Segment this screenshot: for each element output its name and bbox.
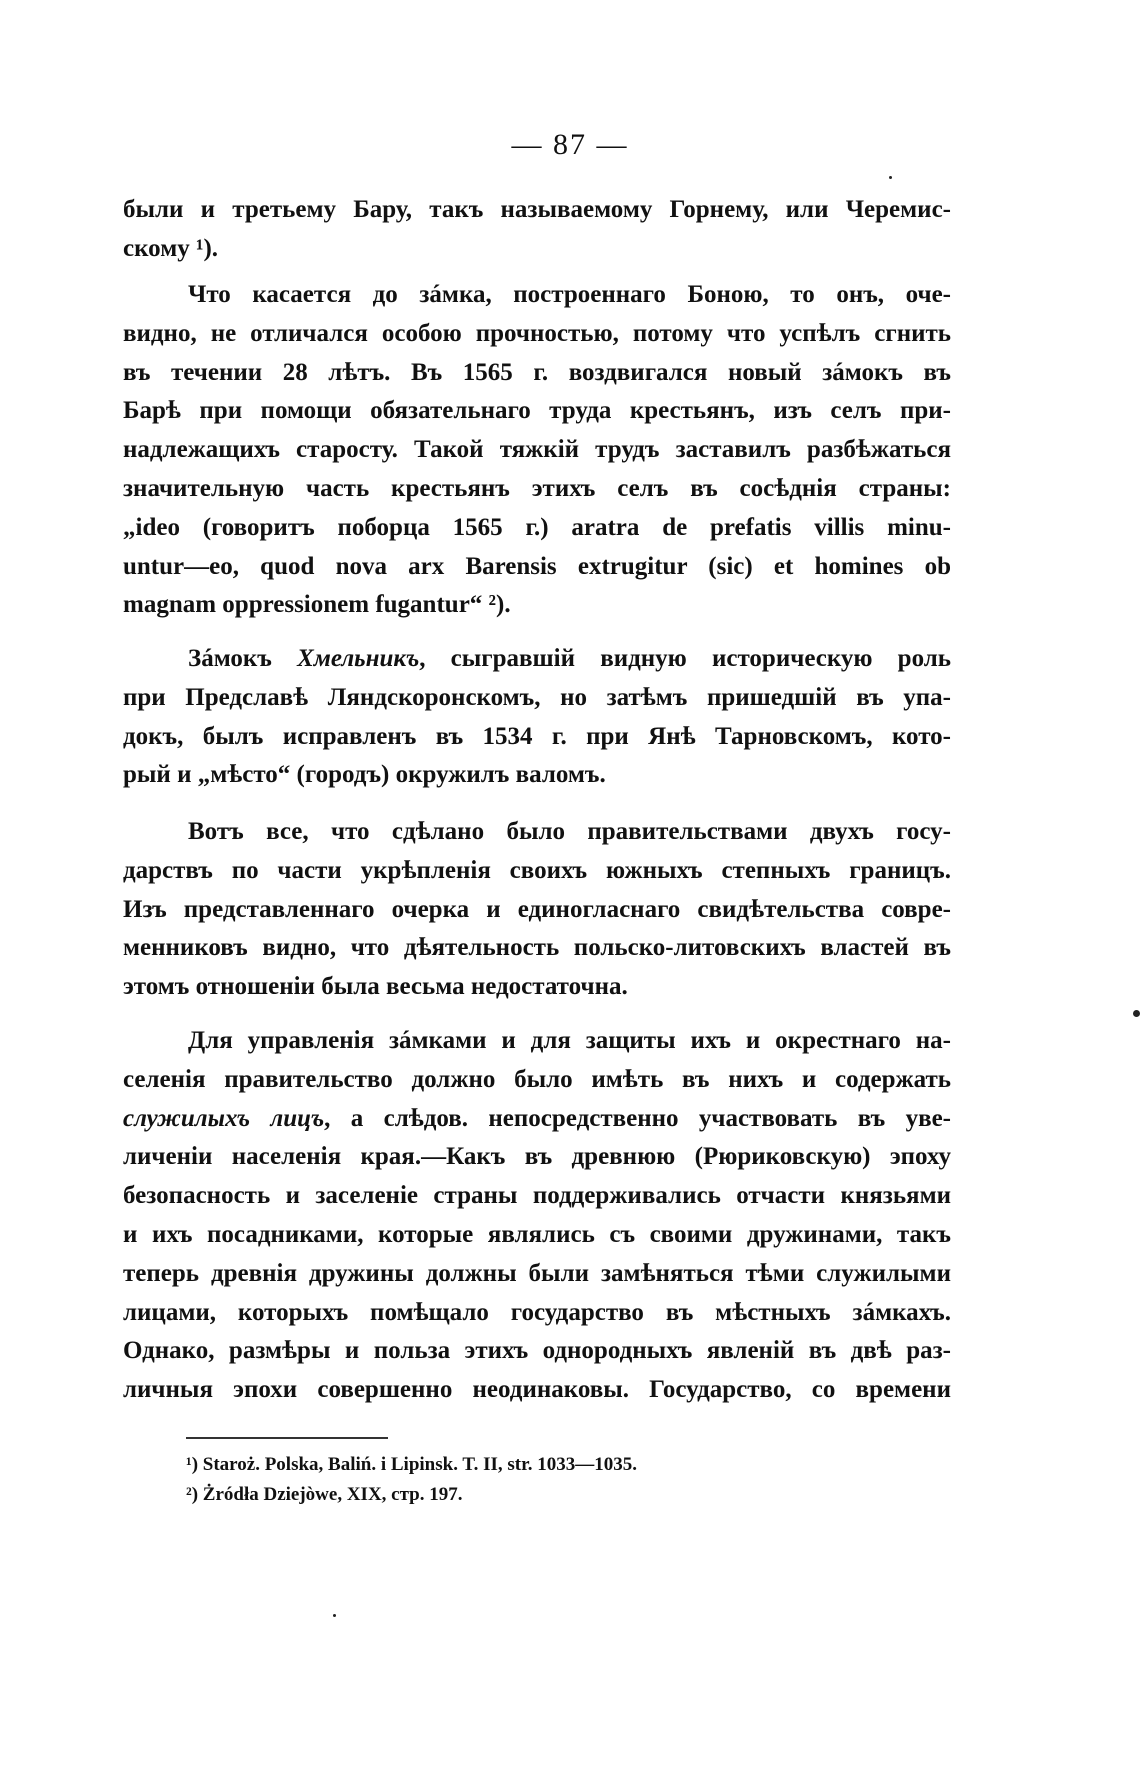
text-line: теперь древнія дружины должны были замѣняться тѣми служилыми bbox=[123, 1259, 951, 1287]
text-line: Однако, размѣры и польза этихъ однородныхъ явленій въ двѣ раз- bbox=[123, 1337, 951, 1365]
text-line: и ихъ посадниками, которые являлись съ своими дружинами, такъ bbox=[123, 1220, 951, 1248]
paragraph-2 bbox=[123, 276, 951, 625]
ink-speck bbox=[889, 176, 892, 179]
text-line: менниковъ видно, что дѣятельность польско-литовскихъ властей въ bbox=[123, 934, 951, 962]
text-line: Изъ представленнаго очерка и единогласнаго свидѣтельства совре- bbox=[123, 895, 951, 923]
text-line: дарствъ по части укрѣпленія своихъ южныхъ степныхъ границъ. bbox=[123, 856, 951, 884]
footnote-1: ¹) Staroż. Polska, Baliń. i Lipinsk. T. II, str. 1033—1035. bbox=[186, 1454, 638, 1475]
text-line: „ideo (говоритъ поборца 1565 г.) aratra de prefatis villis minu- bbox=[123, 513, 951, 541]
italic-emphasis: Хмельникъ bbox=[297, 645, 420, 672]
text-line: были и третьему Бару, такъ называемому Горнему, или Черемис- bbox=[123, 196, 951, 223]
text-line: селенія правительство должно было имѣть въ нихъ и содержать bbox=[123, 1065, 951, 1093]
text-line: въ течении 28 лѣтъ. Въ 1565 г. воздвигался новый зáмокъ въ bbox=[123, 358, 951, 386]
text-line: служилыхъ лицъ, а слѣдов. непосредственно участвовать въ уве- bbox=[123, 1104, 951, 1132]
footnote-2: ²) Żródła Dziejòwe, XIX, стр. 197. bbox=[186, 1484, 463, 1505]
text-line: видно, не отличался особою прочностью, потому что успѣлъ сгнить bbox=[123, 319, 951, 347]
ink-speck bbox=[333, 1614, 336, 1617]
footnotes bbox=[186, 1450, 637, 1510]
text-line: Барѣ при помощи обязательнаго труда крестьянъ, изъ селъ при- bbox=[123, 397, 951, 425]
paragraph-4 bbox=[123, 813, 951, 1007]
paragraph-1 bbox=[123, 191, 951, 269]
paragraph-3 bbox=[123, 640, 951, 795]
text-line: при Предславѣ Ляндскоронскомъ, но затѣмъ пришедшій въ упа- bbox=[123, 683, 951, 711]
text-line: этомъ отношеніи была весьма недостаточна. bbox=[123, 973, 628, 1001]
text-line: скому ¹). bbox=[123, 234, 219, 262]
text-line: Зáмокъ Хмельникъ, сыгравшій видную историческую роль bbox=[188, 645, 951, 672]
text-line: рый и „мѣсто“ (городъ) окружилъ валомъ. bbox=[123, 761, 606, 789]
text-line: личеніи населенія края.—Какъ въ древнюю (Рюриковскую) эпоху bbox=[123, 1143, 951, 1171]
text-line: личныя эпохи совершенно неодинаковы. Государство, со времени bbox=[123, 1376, 951, 1404]
italic-emphasis: служилыхъ лицъ bbox=[123, 1104, 325, 1132]
ink-speck bbox=[1133, 1010, 1140, 1017]
text-line: magnam oppressionem fugantur“ ²). bbox=[123, 591, 511, 619]
paragraph-5 bbox=[123, 1022, 951, 1410]
page-number: — 87 — bbox=[511, 128, 629, 161]
text-line: докъ, былъ исправленъ въ 1534 г. при Янѣ Тарновскомъ, кото- bbox=[123, 722, 951, 750]
footnote-divider bbox=[186, 1437, 388, 1439]
text-line: значительную часть крестьянъ этихъ селъ въ сосѣднія страны: bbox=[123, 474, 951, 502]
text-line: безопасность и заселеніе страны поддерживались отчасти князьями bbox=[123, 1182, 951, 1210]
text-line: Что касается до зáмка, построеннаго Боною, то онъ, оче- bbox=[188, 281, 951, 308]
text-line: Для управленія зáмками и для защиты ихъ и окрестнаго на- bbox=[188, 1027, 951, 1054]
text-line: надлежащихъ старосту. Такой тяжкій трудъ заставилъ разбѣжаться bbox=[123, 436, 951, 464]
text-line: лицами, которыхъ помѣщало государство въ мѣстныхъ зáмкахъ. bbox=[123, 1298, 951, 1326]
text-line: Вотъ все, что сдѣлано было правительствами двухъ госу- bbox=[188, 818, 951, 845]
text-line: untur—eo, quod nova arx Barensis extrugitur (sic) et homines ob bbox=[123, 552, 951, 580]
